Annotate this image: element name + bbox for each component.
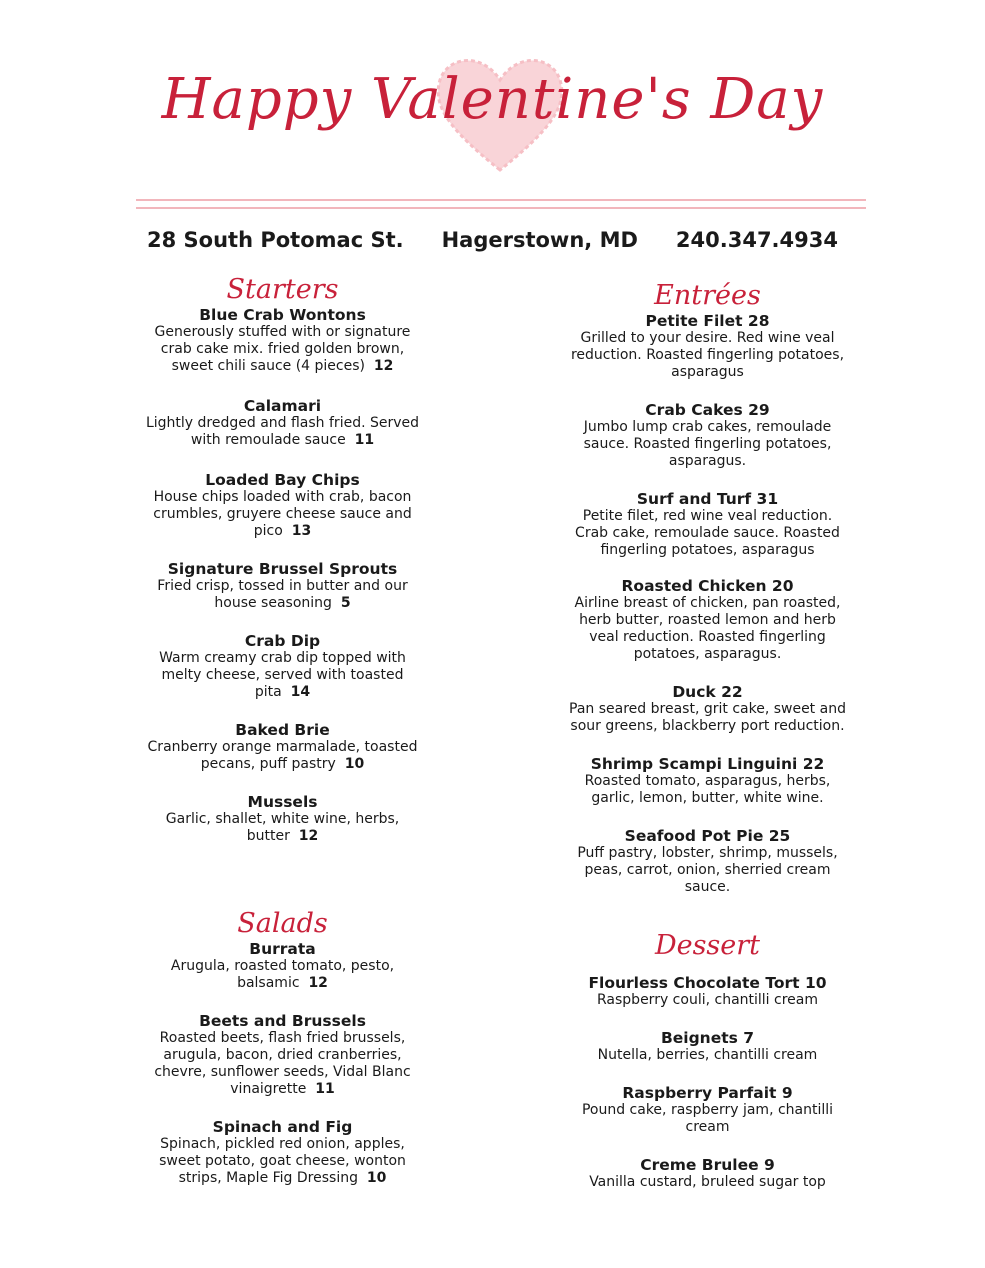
item-desc: Nutella, berries, chantilli cream xyxy=(597,1047,818,1064)
item-name: Roasted Chicken 20 xyxy=(621,577,794,596)
item-price: 10 xyxy=(366,1170,387,1187)
item-desc: Arugula, roasted tomato, pesto, balsamic 12 xyxy=(170,958,395,992)
starters-section xyxy=(140,276,425,845)
item-price: 5 xyxy=(340,595,351,612)
item-desc: Generously stuffed with or signature crab cake mix. fried golden brown, sweet chili sauce (4 pieces) 12 xyxy=(154,324,411,375)
dessert-section xyxy=(565,932,850,1191)
item-name: Seafood Pot Pie 25 xyxy=(624,827,791,846)
item-name: Petite Filet 28 xyxy=(645,312,770,331)
list-item xyxy=(565,490,850,559)
list-item xyxy=(565,1029,850,1064)
item-name: Creme Brulee 9 xyxy=(640,1156,775,1175)
item-name: Flourless Chocolate Tort 10 xyxy=(588,974,827,993)
item-desc: Roasted beets, flash fried brussels, arugula, bacon, dried cranberries, chevre, sunflower seeds, Vidal Blanc vinaigrette 11 xyxy=(154,1030,411,1098)
item-name: Signature Brussel Sprouts xyxy=(167,560,398,579)
item-name: Shrimp Scampi Linguini 22 xyxy=(590,755,825,774)
item-price: 11 xyxy=(315,1081,335,1098)
item-name: Raspberry Parfait 9 xyxy=(622,1084,793,1103)
salads-title: Salads xyxy=(237,908,328,939)
item-name: Blue Crab Wontons xyxy=(199,306,366,325)
list-item xyxy=(140,1012,425,1098)
item-price: 13 xyxy=(291,523,312,540)
list-item xyxy=(140,306,425,375)
item-name: Calamari xyxy=(243,397,322,416)
item-desc: House chips loaded with crab, bacon crumbles, gruyere cheese sauce and pico 13 xyxy=(153,489,412,540)
item-name: Burrata xyxy=(249,940,316,959)
item-price: 12 xyxy=(373,358,394,375)
item-desc: Garlic, shallet, white wine, herbs, butter 12 xyxy=(165,811,400,845)
item-desc: Petite filet, red wine veal reduction. Crab cake, remoulade sauce. Roasted fingerling potatoes, asparagus xyxy=(575,508,840,559)
street-address: 28 South Potomac St. xyxy=(147,228,404,252)
list-item xyxy=(565,1084,850,1136)
item-name: Beignets 7 xyxy=(660,1029,755,1048)
salads-section xyxy=(140,910,425,1187)
item-desc: Spinach, pickled red onion, apples, sweet potato, goat cheese, wonton strips, Maple Fig Dressing 10 xyxy=(159,1136,406,1187)
item-price: 10 xyxy=(344,756,365,773)
list-item xyxy=(140,471,425,540)
list-item xyxy=(565,1156,850,1191)
item-name: Crab Dip xyxy=(244,632,321,651)
item-name: Beets and Brussels xyxy=(199,1012,366,1031)
list-item xyxy=(140,560,425,612)
list-item xyxy=(565,683,850,735)
list-item xyxy=(140,940,425,992)
item-name: Spinach and Fig xyxy=(212,1118,353,1137)
page-title: Happy Valentine's Day xyxy=(161,67,824,132)
list-item xyxy=(140,721,425,773)
item-desc: Airline breast of chicken, pan roasted, herb butter, roasted lemon and herb veal reduction. Roasted fingerling potatoes, asparagus. xyxy=(574,595,841,663)
list-item xyxy=(565,312,850,381)
item-name: Baked Brie xyxy=(235,721,330,740)
item-desc: Vanilla custard, bruleed sugar top xyxy=(589,1174,826,1191)
dessert-title: Dessert xyxy=(654,930,761,961)
item-desc: Raspberry couli, chantilli cream xyxy=(597,992,818,1009)
item-price: 14 xyxy=(290,684,311,701)
list-item xyxy=(565,577,850,663)
divider xyxy=(136,199,866,201)
item-desc: Puff pastry, lobster, shrimp, mussels, peas, carrot, onion, sherried cream sauce. xyxy=(577,845,838,896)
item-desc: Grilled to your desire. Red wine veal reduction. Roasted fingerling potatoes, asparagus xyxy=(570,330,845,381)
item-desc: Roasted tomato, asparagus, herbs, garlic, lemon, butter, white wine. xyxy=(584,773,831,807)
item-name: Loaded Bay Chips xyxy=(205,471,360,490)
item-name: Surf and Turf 31 xyxy=(636,490,779,509)
menu-header xyxy=(0,0,985,200)
city-state: Hagerstown, MD xyxy=(441,228,638,252)
item-name: Duck 22 xyxy=(672,683,743,702)
starters-title: Starters xyxy=(226,274,339,305)
list-item xyxy=(140,1118,425,1187)
item-desc: Fried crisp, tossed in butter and our house seasoning 5 xyxy=(157,578,408,612)
list-item xyxy=(565,401,850,470)
item-desc: Pound cake, raspberry jam, chantilli cream xyxy=(581,1102,834,1136)
item-price: 11 xyxy=(354,432,375,449)
list-item xyxy=(140,632,425,701)
item-name: Mussels xyxy=(247,793,318,812)
entrees-title: Entrées xyxy=(654,280,761,311)
item-price: 12 xyxy=(308,975,328,992)
list-item xyxy=(565,974,850,1009)
item-desc: Jumbo lump crab cakes, remoulade sauce. Roasted fingerling potatoes, asparagus. xyxy=(583,419,832,470)
item-desc: Pan seared breast, grit cake, sweet and sour greens, blackberry port reduction. xyxy=(569,701,846,735)
address-bar xyxy=(0,228,985,252)
list-item xyxy=(140,397,425,449)
item-desc: Warm creamy crab dip topped with melty cheese, served with toasted pita 14 xyxy=(159,650,406,701)
divider xyxy=(136,207,866,209)
list-item xyxy=(565,827,850,896)
list-item xyxy=(140,793,425,845)
item-desc: Cranberry orange marmalade, toasted pecans, puff pastry 10 xyxy=(147,739,418,773)
list-item xyxy=(565,755,850,807)
item-name: Crab Cakes 29 xyxy=(645,401,770,420)
phone-number: 240.347.4934 xyxy=(675,228,838,252)
entrees-section xyxy=(565,282,850,896)
item-price: 12 xyxy=(298,828,319,845)
item-desc: Lightly dredged and flash fried. Served with remoulade sauce 11 xyxy=(145,415,420,449)
